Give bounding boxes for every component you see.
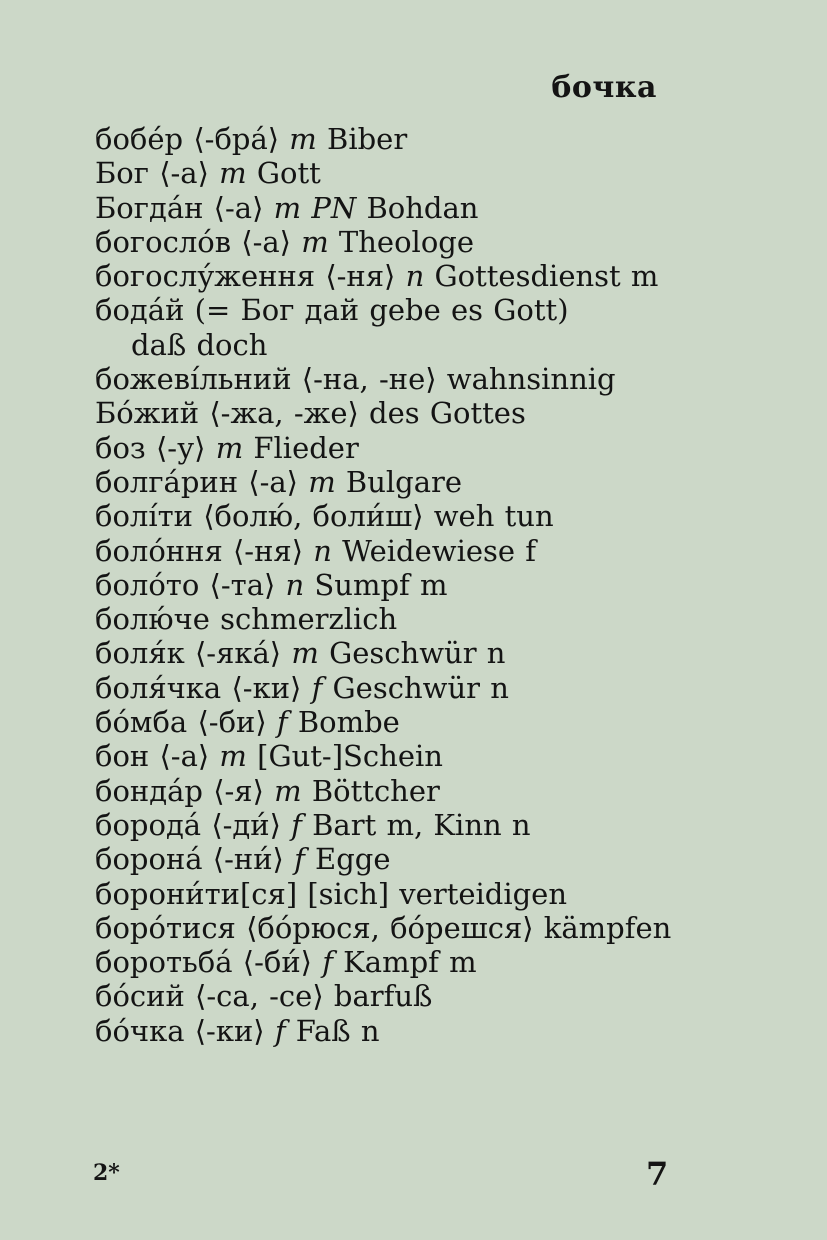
entry-grammar: ⟨-бра́⟩ xyxy=(193,122,280,156)
dictionary-entry xyxy=(95,499,675,533)
dictionary-entry xyxy=(95,945,675,979)
entry-translation: [Gut-]Schein xyxy=(257,739,443,774)
dictionary-entry xyxy=(95,979,675,1013)
entry-translation: weh tun xyxy=(433,499,554,534)
entry-headword: боля́чка xyxy=(95,670,222,705)
dictionary-entry xyxy=(95,465,675,499)
dictionary-entry xyxy=(95,808,675,842)
entry-headword: бо́чка xyxy=(95,1013,185,1048)
entry-headword: бо́сий xyxy=(95,979,185,1014)
entry-gender: m xyxy=(308,464,336,499)
entry-grammar: ⟨-ня⟩ xyxy=(325,259,396,294)
dictionary-entry xyxy=(95,431,675,465)
entry-translation: Bart m, Kinn n xyxy=(312,807,531,842)
entry-translation: Bohdan xyxy=(366,190,479,225)
dictionary-entry xyxy=(95,739,675,773)
entry-headword: бода́й xyxy=(95,293,185,328)
entry-headword: Богда́н xyxy=(95,190,204,225)
entry-translation: Geschwür n xyxy=(332,670,509,705)
page-number: 7 xyxy=(646,1155,669,1193)
entry-translation: Faß n xyxy=(295,1013,380,1048)
dictionary-entry xyxy=(95,602,675,636)
entry-translation: schmerzlich xyxy=(220,602,398,637)
entry-gender: f xyxy=(322,945,333,980)
entry-gender: f xyxy=(294,842,305,877)
dictionary-entry xyxy=(95,191,675,225)
entry-grammar: ⟨-а⟩ xyxy=(248,464,298,499)
dictionary-entry xyxy=(95,396,675,430)
entry-headword: боз xyxy=(95,430,146,465)
entry-gender: m xyxy=(301,224,329,259)
entry-gender: m xyxy=(215,430,244,465)
dictionary-entry xyxy=(95,842,675,876)
entry-gender: f xyxy=(291,807,302,842)
dictionary-entry xyxy=(95,122,675,156)
entry-translation: Bombe xyxy=(297,705,400,740)
entry-headword: болю́че xyxy=(95,602,210,637)
entry-grammar: ⟨-на, -не⟩ xyxy=(301,362,437,397)
entry-grammar: ⟨-ни́⟩ xyxy=(212,842,284,877)
entry-gender: m xyxy=(289,122,317,156)
entry-translation: Gottesdienst m xyxy=(434,259,659,294)
running-head: бочка xyxy=(551,70,657,105)
dictionary-entry xyxy=(95,705,675,739)
entry-translation: Flieder xyxy=(253,430,359,465)
entry-translation: kämpfen xyxy=(543,910,672,945)
dictionary-entry xyxy=(95,774,675,808)
entry-translation: des Gottes xyxy=(369,396,526,431)
entry-grammar: ⟨-я⟩ xyxy=(213,773,264,808)
entry-headword: бон xyxy=(95,739,150,774)
dictionary-entry xyxy=(95,259,675,293)
entry-gender: f xyxy=(274,1013,286,1048)
entry-gender: m xyxy=(219,739,247,774)
entry-translation: wahnsinnig xyxy=(446,362,616,397)
entry-translation: Bulgare xyxy=(345,464,463,499)
dictionary-entry xyxy=(95,156,675,190)
entry-translation: daß doch xyxy=(131,327,268,362)
entry-grammar: ⟨-а⟩ xyxy=(241,224,291,259)
entry-headword: боротьба́ xyxy=(95,945,233,980)
entry-grammar: ⟨-яка́⟩ xyxy=(194,636,282,671)
entry-grammar: ⟨-жа, -же⟩ xyxy=(209,396,359,431)
dictionary-entry xyxy=(95,293,675,362)
entry-grammar: ⟨бо́рюся, бо́решся⟩ xyxy=(246,910,534,945)
dictionary-entry xyxy=(95,225,675,259)
entry-headword: боля́к xyxy=(95,636,185,671)
entry-grammar: ⟨-би⟩ xyxy=(197,705,267,740)
entry-headword: богосло́в xyxy=(95,224,232,259)
entry-headword: боло́ння xyxy=(95,533,223,568)
entry-grammar: ⟨-ди́⟩ xyxy=(211,807,281,842)
entry-translation: barfuß xyxy=(333,979,433,1014)
entry-list xyxy=(95,122,675,1048)
entry-translation: Biber xyxy=(327,122,408,156)
dictionary-entry xyxy=(95,636,675,670)
entry-gender: f xyxy=(311,670,323,705)
signature-mark: 2* xyxy=(93,1160,120,1186)
entry-grammar: ⟨-са, -се⟩ xyxy=(195,979,324,1014)
dictionary-entry xyxy=(95,911,675,945)
entry-translation: Gott xyxy=(256,156,321,191)
entry-grammar: ⟨-ня⟩ xyxy=(232,533,304,568)
entry-translation: Geschwür n xyxy=(329,636,506,671)
entry-headword: борони́ти[ся] xyxy=(95,876,298,911)
entry-headword: борода́ xyxy=(95,807,202,842)
entry-headword: борона́ xyxy=(95,842,203,877)
dictionary-entry xyxy=(95,671,675,705)
entry-gender: m xyxy=(291,636,319,671)
dictionary-entry xyxy=(95,1014,675,1048)
entry-grammar: ⟨-а⟩ xyxy=(159,739,210,774)
entry-translation: Sumpf m xyxy=(314,567,448,602)
entry-translation: Egge xyxy=(315,842,391,877)
entry-grammar: ⟨-а⟩ xyxy=(213,190,264,225)
entry-grammar: ⟨-та⟩ xyxy=(209,567,276,602)
entry-gender: m xyxy=(219,156,247,191)
dictionary-entry xyxy=(95,877,675,911)
entry-gender: m PN xyxy=(273,190,357,225)
entry-headword: болга́рин xyxy=(95,464,239,499)
entry-headword: боло́то xyxy=(95,567,200,602)
entry-grammar: ⟨болю́, боли́ш⟩ xyxy=(203,499,424,534)
dictionary-entry xyxy=(95,362,675,396)
entry-gender: f xyxy=(276,705,288,740)
entry-grammar: ⟨-а⟩ xyxy=(159,156,209,191)
entry-translation: Weidewiese f xyxy=(342,533,537,568)
entry-grammar: ⟨-ки⟩ xyxy=(194,1013,265,1048)
dictionary-entry xyxy=(95,534,675,568)
entry-translation: Böttcher xyxy=(311,773,440,808)
entry-gender: n xyxy=(313,533,332,568)
entry-gender: n xyxy=(285,567,305,602)
entry-headword: бо́мба xyxy=(95,705,188,740)
entry-grammar: ⟨-би́⟩ xyxy=(242,945,312,980)
entry-headword: божеві́льний xyxy=(95,362,292,397)
entry-grammar: (= Бог дай gebe es Gott) xyxy=(194,293,569,328)
entry-gender: n xyxy=(405,259,425,294)
dictionary-entry xyxy=(95,568,675,602)
entry-headword: болі́ти xyxy=(95,499,193,534)
entry-headword: Бог xyxy=(95,156,149,191)
entry-headword: богослу́ження xyxy=(95,259,316,294)
entry-headword: бонда́р xyxy=(95,773,203,808)
entry-headword: бобе́р xyxy=(95,122,184,156)
entry-gender: m xyxy=(274,773,302,808)
entry-headword: боро́тися xyxy=(95,910,236,945)
entry-translation: Theologe xyxy=(338,224,475,259)
entry-translation: [sich] verteidigen xyxy=(307,876,568,911)
entry-grammar: ⟨-ки⟩ xyxy=(231,670,302,705)
entry-translation: Kampf m xyxy=(343,945,477,980)
entry-grammar: ⟨-у⟩ xyxy=(155,430,206,465)
entry-headword: Бо́жий xyxy=(95,396,200,431)
